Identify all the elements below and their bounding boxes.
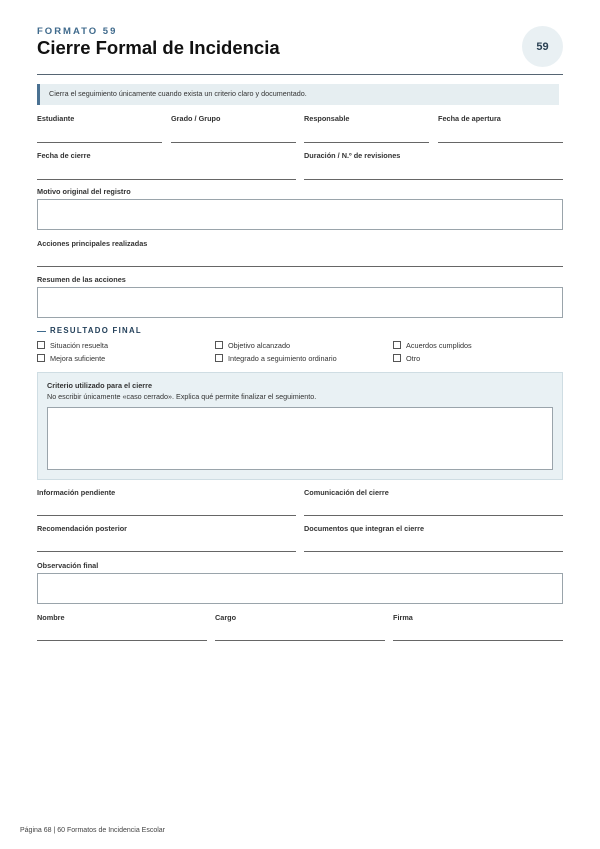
checkbox-objetivo-alcanzado[interactable] bbox=[215, 341, 223, 349]
option-label: Objetivo alcanzado bbox=[228, 341, 291, 350]
documentos-field[interactable] bbox=[304, 551, 563, 552]
resultado-section-title: RESULTADO FINAL bbox=[50, 326, 142, 335]
resumen-label: Resumen de las acciones bbox=[37, 275, 126, 284]
comunicacion-label: Comunicación del cierre bbox=[304, 488, 389, 497]
checkbox-integrado-seguimiento[interactable] bbox=[215, 354, 223, 362]
criterio-field[interactable] bbox=[47, 407, 553, 470]
duracion-label: Duración / N.º de revisiones bbox=[304, 151, 401, 160]
page-title: Cierre Formal de Incidencia bbox=[37, 37, 280, 58]
observacion-label: Observación final bbox=[37, 561, 99, 570]
instruction-note bbox=[37, 84, 559, 105]
observacion-field[interactable] bbox=[37, 573, 563, 604]
grado-field[interactable] bbox=[171, 142, 296, 143]
comunicacion-field[interactable] bbox=[304, 515, 563, 516]
fecha-apertura-field[interactable] bbox=[438, 142, 563, 143]
option-label: Integrado a seguimiento ordinario bbox=[228, 354, 337, 363]
grado-label: Grado / Grupo bbox=[171, 114, 221, 123]
fecha-apertura-label: Fecha de apertura bbox=[438, 114, 501, 123]
checkbox-otro[interactable] bbox=[393, 354, 401, 362]
info-pendiente-field[interactable] bbox=[37, 515, 296, 516]
page-footer: Página 68 | 60 Formatos de Incidencia Escolar bbox=[20, 827, 166, 834]
duracion-field[interactable] bbox=[304, 179, 563, 180]
checkbox-acuerdos-cumplidos[interactable] bbox=[393, 341, 401, 349]
option-label: Acuerdos cumplidos bbox=[406, 341, 472, 350]
info-pendiente-label: Información pendiente bbox=[37, 488, 116, 497]
section-dash bbox=[37, 331, 46, 332]
cargo-label: Cargo bbox=[215, 613, 237, 622]
option-label: Mejora suficiente bbox=[50, 354, 106, 363]
firma-field[interactable] bbox=[393, 640, 563, 641]
option-label: Situación resuelta bbox=[50, 341, 109, 350]
firma-label: Firma bbox=[393, 613, 413, 622]
option-label: Otro bbox=[406, 354, 421, 363]
fecha-cierre-field[interactable] bbox=[37, 179, 296, 180]
estudiante-field[interactable] bbox=[37, 142, 162, 143]
fecha-cierre-label: Fecha de cierre bbox=[37, 151, 91, 160]
responsable-label: Responsable bbox=[304, 114, 350, 123]
acciones-field[interactable] bbox=[37, 266, 563, 267]
checkbox-situacion-resuelta[interactable] bbox=[37, 341, 45, 349]
cargo-field[interactable] bbox=[215, 640, 385, 641]
form-number: FORMATO 59 bbox=[37, 26, 118, 37]
nombre-label: Nombre bbox=[37, 613, 65, 622]
header-divider bbox=[37, 74, 563, 75]
motivo-field[interactable] bbox=[37, 199, 563, 230]
responsable-field[interactable] bbox=[304, 142, 429, 143]
criterio-instruction: No escribir únicamente «caso cerrado». Explica qué permite finalizar el seguimiento. bbox=[47, 392, 317, 401]
estudiante-label: Estudiante bbox=[37, 114, 75, 123]
form-number-badge: 59 bbox=[522, 26, 563, 67]
recomendacion-label: Recomendación posterior bbox=[37, 524, 128, 533]
motivo-label: Motivo original del registro bbox=[37, 187, 131, 196]
nombre-field[interactable] bbox=[37, 640, 207, 641]
criterio-label: Criterio utilizado para el cierre bbox=[47, 381, 153, 390]
checkbox-mejora-suficiente[interactable] bbox=[37, 354, 45, 362]
resumen-field[interactable] bbox=[37, 287, 563, 318]
acciones-label: Acciones principales realizadas bbox=[37, 239, 148, 248]
instruction-note-text: Cierra el seguimiento únicamente cuando exista un criterio claro y documentado. bbox=[49, 89, 307, 98]
recomendacion-field[interactable] bbox=[37, 551, 296, 552]
documentos-label: Documentos que integran el cierre bbox=[304, 524, 425, 533]
